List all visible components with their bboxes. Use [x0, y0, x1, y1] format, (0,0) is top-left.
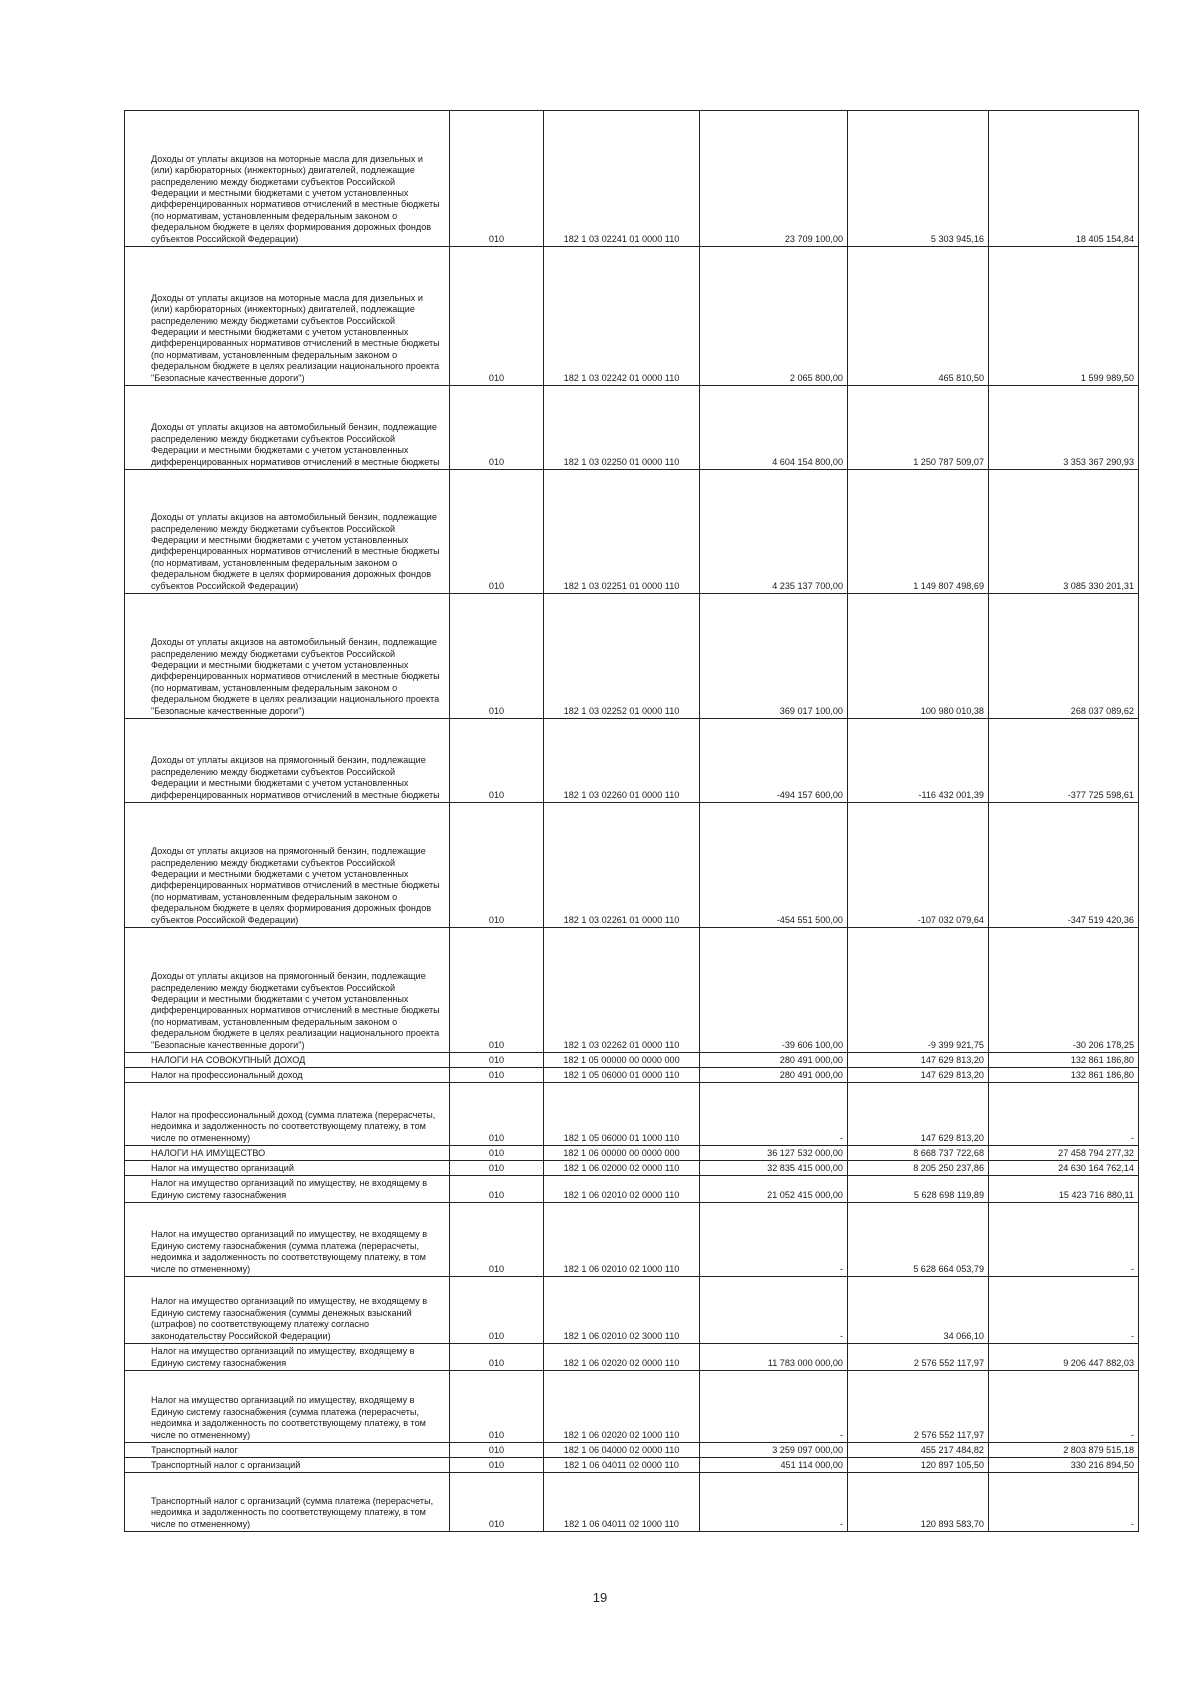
row-name-cell: Доходы от уплаты акцизов на прямогонный бензин, подлежащие распределению между бюджетами субъектов Российской Федерации и местными бюджетами с учетом установленных дифференцированных нормативов отчислений в местные бюджеты (по нормативам, установленным федеральным законом о федеральном бюджете в целях формирования дорожных фондов субъектов Российской Федерации) [125, 803, 450, 928]
row-unexecuted-cell: - [989, 1083, 1139, 1146]
report-sheet [124, 110, 1138, 1532]
row-unexecuted-cell: - [989, 1277, 1139, 1344]
row-code-cell: 010 [450, 1161, 544, 1176]
row-kbk-cell: 182 1 06 04011 02 0000 110 [544, 1458, 700, 1473]
row-code-cell: 010 [450, 1083, 544, 1146]
row-code-cell: 010 [450, 1443, 544, 1458]
row-code-cell: 010 [450, 1473, 544, 1532]
row-approved-cell: 369 017 100,00 [700, 594, 848, 719]
row-kbk-cell: 182 1 05 06000 01 1000 110 [544, 1083, 700, 1146]
row-approved-cell: 280 491 000,00 [700, 1053, 848, 1068]
row-code-cell: 010 [450, 803, 544, 928]
table-row [125, 719, 1139, 803]
row-unexecuted-cell: - [989, 1203, 1139, 1277]
table-row [125, 1371, 1139, 1443]
table-row [125, 594, 1139, 719]
row-code-cell: 010 [450, 111, 544, 247]
table-row [125, 1443, 1139, 1458]
row-approved-cell: 36 127 532 000,00 [700, 1146, 848, 1161]
revenue-table-body [125, 111, 1139, 1532]
row-unexecuted-cell: 15 423 716 880,11 [989, 1176, 1139, 1203]
row-unexecuted-cell: 1 599 989,50 [989, 247, 1139, 386]
row-code-cell: 010 [450, 1068, 544, 1083]
table-row [125, 1203, 1139, 1277]
row-code-cell: 010 [450, 1203, 544, 1277]
row-approved-cell: - [700, 1473, 848, 1532]
table-row [125, 470, 1139, 594]
table-row [125, 1458, 1139, 1473]
row-name-cell: Налог на имущество организаций по имуществу, входящему в Единую систему газоснабжения [125, 1344, 450, 1371]
row-unexecuted-cell: - [989, 1473, 1139, 1532]
row-kbk-cell: 182 1 03 02242 01 0000 110 [544, 247, 700, 386]
table-row [125, 1344, 1139, 1371]
row-executed-cell: 5 628 664 053,79 [848, 1203, 989, 1277]
row-name-cell: Транспортный налог с организаций [125, 1458, 450, 1473]
row-name-cell: Налог на имущество организаций [125, 1161, 450, 1176]
row-unexecuted-cell: -377 725 598,61 [989, 719, 1139, 803]
page-number: 19 [592, 1590, 608, 1605]
row-approved-cell: 23 709 100,00 [700, 111, 848, 247]
row-approved-cell: 451 114 000,00 [700, 1458, 848, 1473]
table-row [125, 1473, 1139, 1532]
row-name-cell: Доходы от уплаты акцизов на прямогонный бензин, подлежащие распределению между бюджетами субъектов Российской Федерации и местными бюджетами с учетом установленных дифференцированных нормативов отчислений в местные бюджеты [125, 719, 450, 803]
table-row [125, 1068, 1139, 1083]
row-approved-cell: - [700, 1277, 848, 1344]
row-kbk-cell: 182 1 06 04011 02 1000 110 [544, 1473, 700, 1532]
row-name-cell: НАЛОГИ НА ИМУЩЕСТВО [125, 1146, 450, 1161]
row-kbk-cell: 182 1 03 02261 01 0000 110 [544, 803, 700, 928]
row-unexecuted-cell: 3 353 367 290,93 [989, 386, 1139, 470]
table-row [125, 1083, 1139, 1146]
row-code-cell: 010 [450, 1277, 544, 1344]
row-code-cell: 010 [450, 247, 544, 386]
row-name-cell: Доходы от уплаты акцизов на автомобильный бензин, подлежащие распределению между бюджетами субъектов Российской Федерации и местными бюджетами с учетом установленных дифференцированных нормативов отчислений в местные бюджеты [125, 386, 450, 470]
row-code-cell: 010 [450, 1146, 544, 1161]
row-approved-cell: 11 783 000 000,00 [700, 1344, 848, 1371]
row-executed-cell: 120 893 583,70 [848, 1473, 989, 1532]
row-code-cell: 010 [450, 386, 544, 470]
table-row [125, 1146, 1139, 1161]
row-name-cell: Доходы от уплаты акцизов на моторные масла для дизельных и (или) карбюраторных (инжекторных) двигателей, подлежащие распределению между бюджетами субъектов Российской Федерации и местными бюджетами с учетом установленных дифференцированных нормативов отчислений в местные бюджеты (по нормативам, установленным федеральным законом о федеральном бюджете в целях формирования дорожных фондов субъектов Российской Федерации) [125, 111, 450, 247]
row-kbk-cell: 182 1 06 02010 02 0000 110 [544, 1176, 700, 1203]
row-code-cell: 010 [450, 1053, 544, 1068]
row-approved-cell: 3 259 097 000,00 [700, 1443, 848, 1458]
row-approved-cell: 280 491 000,00 [700, 1068, 848, 1083]
row-approved-cell: -39 606 100,00 [700, 928, 848, 1053]
row-kbk-cell: 182 1 03 02241 01 0000 110 [544, 111, 700, 247]
row-name-cell: Налог на профессиональный доход (сумма платежа (перерасчеты, недоимка и задолженность по соответствующему платежу, в том числе по отмененному) [125, 1083, 450, 1146]
row-approved-cell: 4 235 137 700,00 [700, 470, 848, 594]
row-approved-cell: 4 604 154 800,00 [700, 386, 848, 470]
row-unexecuted-cell: 27 458 794 277,32 [989, 1146, 1139, 1161]
row-name-cell: Доходы от уплаты акцизов на автомобильный бензин, подлежащие распределению между бюджетами субъектов Российской Федерации и местными бюджетами с учетом установленных дифференцированных нормативов отчислений в местные бюджеты (по нормативам, установленным федеральным законом о федеральном бюджете в целях реализации национального проекта "Безопасные качественные дороги") [125, 594, 450, 719]
row-name-cell: Налог на профессиональный доход [125, 1068, 450, 1083]
row-unexecuted-cell: 132 861 186,80 [989, 1068, 1139, 1083]
row-unexecuted-cell: 268 037 089,62 [989, 594, 1139, 719]
row-unexecuted-cell: - [989, 1371, 1139, 1443]
row-unexecuted-cell: -347 519 420,36 [989, 803, 1139, 928]
row-executed-cell: 2 576 552 117,97 [848, 1344, 989, 1371]
row-executed-cell: 5 303 945,16 [848, 111, 989, 247]
table-row [125, 1161, 1139, 1176]
row-approved-cell: 32 835 415 000,00 [700, 1161, 848, 1176]
table-row [125, 111, 1139, 247]
row-unexecuted-cell: 9 206 447 882,03 [989, 1344, 1139, 1371]
table-row [125, 928, 1139, 1053]
row-name-cell: Доходы от уплаты акцизов на прямогонный бензин, подлежащие распределению между бюджетами субъектов Российской Федерации и местными бюджетами с учетом установленных дифференцированных нормативов отчислений в местные бюджеты (по нормативам, установленным федеральным законом о федеральном бюджете в целях реализации национального проекта "Безопасные качественные дороги") [125, 928, 450, 1053]
row-code-cell: 010 [450, 1176, 544, 1203]
row-executed-cell: 34 066,10 [848, 1277, 989, 1344]
row-kbk-cell: 182 1 05 06000 01 0000 110 [544, 1068, 700, 1083]
table-row [125, 803, 1139, 928]
row-kbk-cell: 182 1 03 02250 01 0000 110 [544, 386, 700, 470]
row-kbk-cell: 182 1 03 02262 01 0000 110 [544, 928, 700, 1053]
row-name-cell: Налог на имущество организаций по имуществу, не входящему в Единую систему газоснабжения (сумма платежа (перерасчеты, недоимка и задолженность по соответствующему платежу, в том числе по отмененному) [125, 1203, 450, 1277]
row-name-cell: Транспортный налог с организаций (сумма платежа (перерасчеты, недоимка и задолженность по соответствующему платежу, в том числе по отмененному) [125, 1473, 450, 1532]
row-name-cell: НАЛОГИ НА СОВОКУПНЫЙ ДОХОД [125, 1053, 450, 1068]
row-executed-cell: 455 217 484,82 [848, 1443, 989, 1458]
row-approved-cell: - [700, 1203, 848, 1277]
row-unexecuted-cell: -30 206 178,25 [989, 928, 1139, 1053]
row-name-cell: Налог на имущество организаций по имуществу, не входящему в Единую систему газоснабжения (суммы денежных взысканий (штрафов) по соответствующему платежу согласно законодательству Российской Федерации) [125, 1277, 450, 1344]
row-executed-cell: -107 032 079,64 [848, 803, 989, 928]
row-code-cell: 010 [450, 719, 544, 803]
row-unexecuted-cell: 18 405 154,84 [989, 111, 1139, 247]
table-row [125, 386, 1139, 470]
row-code-cell: 010 [450, 594, 544, 719]
row-kbk-cell: 182 1 06 02020 02 0000 110 [544, 1344, 700, 1371]
row-approved-cell: - [700, 1083, 848, 1146]
table-row [125, 1176, 1139, 1203]
row-unexecuted-cell: 330 216 894,50 [989, 1458, 1139, 1473]
row-kbk-cell: 182 1 03 02251 01 0000 110 [544, 470, 700, 594]
row-code-cell: 010 [450, 1344, 544, 1371]
row-executed-cell: 8 668 737 722,68 [848, 1146, 989, 1161]
row-executed-cell: 147 629 813,20 [848, 1053, 989, 1068]
table-row [125, 247, 1139, 386]
row-unexecuted-cell: 2 803 879 515,18 [989, 1443, 1139, 1458]
row-approved-cell: - [700, 1371, 848, 1443]
row-kbk-cell: 182 1 06 02020 02 1000 110 [544, 1371, 700, 1443]
row-executed-cell: 5 628 698 119,89 [848, 1176, 989, 1203]
row-name-cell: Налог на имущество организаций по имуществу, входящему в Единую систему газоснабжения (сумма платежа (перерасчеты, недоимка и задолженность по соответствующему платежу, в том числе по отмененному) [125, 1371, 450, 1443]
row-kbk-cell: 182 1 03 02252 01 0000 110 [544, 594, 700, 719]
row-approved-cell: 2 065 800,00 [700, 247, 848, 386]
row-executed-cell: 100 980 010,38 [848, 594, 989, 719]
row-approved-cell: -494 157 600,00 [700, 719, 848, 803]
row-kbk-cell: 182 1 06 02010 02 3000 110 [544, 1277, 700, 1344]
row-executed-cell: 1 250 787 509,07 [848, 386, 989, 470]
row-kbk-cell: 182 1 06 00000 00 0000 000 [544, 1146, 700, 1161]
revenue-table [124, 110, 1139, 1532]
row-approved-cell: 21 052 415 000,00 [700, 1176, 848, 1203]
row-kbk-cell: 182 1 03 02260 01 0000 110 [544, 719, 700, 803]
table-row [125, 1277, 1139, 1344]
row-executed-cell: -116 432 001,39 [848, 719, 989, 803]
row-unexecuted-cell: 24 630 164 762,14 [989, 1161, 1139, 1176]
row-code-cell: 010 [450, 1458, 544, 1473]
row-kbk-cell: 182 1 06 02000 02 0000 110 [544, 1161, 700, 1176]
row-approved-cell: -454 551 500,00 [700, 803, 848, 928]
row-kbk-cell: 182 1 06 04000 02 0000 110 [544, 1443, 700, 1458]
row-executed-cell: 465 810,50 [848, 247, 989, 386]
row-name-cell: Транспортный налог [125, 1443, 450, 1458]
row-executed-cell: 2 576 552 117,97 [848, 1371, 989, 1443]
row-unexecuted-cell: 3 085 330 201,31 [989, 470, 1139, 594]
row-kbk-cell: 182 1 05 00000 00 0000 000 [544, 1053, 700, 1068]
row-code-cell: 010 [450, 1371, 544, 1443]
row-name-cell: Доходы от уплаты акцизов на моторные масла для дизельных и (или) карбюраторных (инжекторных) двигателей, подлежащие распределению между бюджетами субъектов Российской Федерации и местными бюджетами с учетом установленных дифференцированных нормативов отчислений в местные бюджеты (по нормативам, установленным федеральным законом о федеральном бюджете в целях реализации национального проекта "Безопасные качественные дороги") [125, 247, 450, 386]
row-executed-cell: 8 205 250 237,86 [848, 1161, 989, 1176]
table-row [125, 1053, 1139, 1068]
row-executed-cell: 147 629 813,20 [848, 1083, 989, 1146]
row-executed-cell: 147 629 813,20 [848, 1068, 989, 1083]
row-executed-cell: -9 399 921,75 [848, 928, 989, 1053]
row-code-cell: 010 [450, 470, 544, 594]
row-executed-cell: 1 149 807 498,69 [848, 470, 989, 594]
row-kbk-cell: 182 1 06 02010 02 1000 110 [544, 1203, 700, 1277]
row-name-cell: Доходы от уплаты акцизов на автомобильный бензин, подлежащие распределению между бюджетами субъектов Российской Федерации и местными бюджетами с учетом установленных дифференцированных нормативов отчислений в местные бюджеты (по нормативам, установленным федеральным законом о федеральном бюджете в целях формирования дорожных фондов субъектов Российской Федерации) [125, 470, 450, 594]
row-unexecuted-cell: 132 861 186,80 [989, 1053, 1139, 1068]
row-executed-cell: 120 897 105,50 [848, 1458, 989, 1473]
row-code-cell: 010 [450, 928, 544, 1053]
row-name-cell: Налог на имущество организаций по имуществу, не входящему в Единую систему газоснабжения [125, 1176, 450, 1203]
